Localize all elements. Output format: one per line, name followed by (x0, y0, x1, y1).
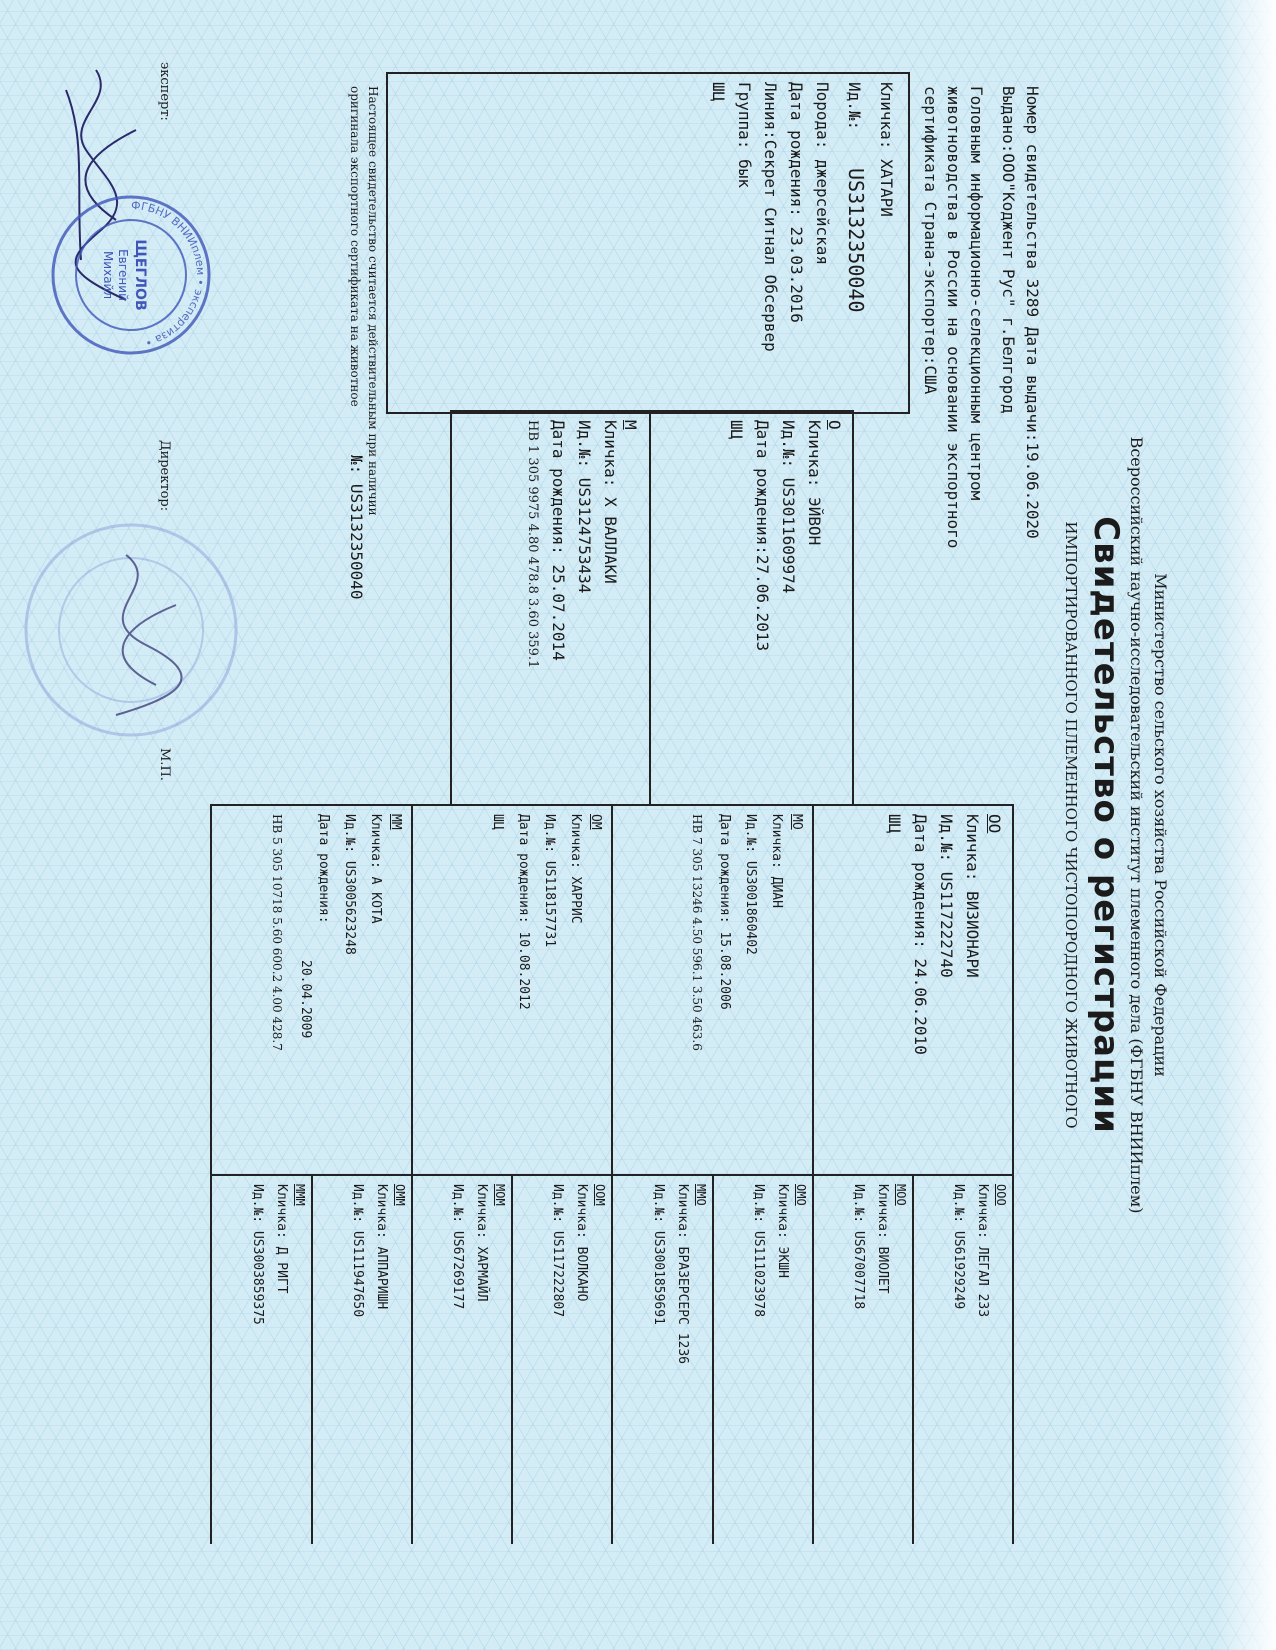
stamp-place-label: М.П. (157, 748, 172, 781)
mm-birth-label: Дата рождения: (316, 814, 331, 924)
parents-bottom-line (450, 410, 452, 804)
gp-left-line (212, 804, 1014, 806)
ggp-id: Ид.№: US67007718 (851, 1184, 866, 1310)
ggp-left-line (212, 1174, 1014, 1176)
stamp-first-name: Евгений (116, 249, 130, 301)
father-id: Ид.№: US3011609974 (779, 420, 798, 594)
ggp-name: Кличка: Д РИГТ (274, 1184, 289, 1294)
animal-breed: Порода: джерсейская (813, 82, 832, 266)
ggp-name: Кличка: БРАЗЕРСЕРС 1236 (675, 1184, 690, 1365)
ggp-id: Ид.№: US3001859691 (651, 1184, 666, 1325)
ggp-bottom-line (210, 1174, 212, 1544)
om-id: Ид.№: US118157731 (542, 814, 557, 948)
mm-name: Кличка: А КОТА (368, 814, 383, 924)
animal-line: Линия:Секрет Ситнал Обсервер (761, 82, 780, 352)
gp-line-3 (411, 804, 413, 1174)
oo-id: Ид.№: US117222740 (937, 814, 956, 978)
ggp-id: Ид.№: US117222807 (550, 1184, 565, 1318)
father-shts: ШЦ (727, 420, 746, 440)
oo-name: Кличка: ВИЗИОНАРИ (963, 814, 982, 978)
animal-shts: ШЦ (709, 82, 728, 102)
ministry-line: Министерство сельского хозяйства Российской Федерации (1151, 573, 1170, 1077)
animal-name: Кличка: ХАТАРИ (877, 82, 896, 217)
mo-code: МО (789, 814, 804, 830)
ggp-name: Кличка: АППАРИШН (374, 1184, 389, 1310)
ggp-name: Кличка: ВИОЛЕТ (875, 1184, 890, 1294)
ggp-name: Кличка: ЭКШН (775, 1184, 790, 1278)
ggp-line-7 (311, 1174, 313, 1544)
stamp-middle-name: Михайл (101, 250, 115, 300)
ggp-id: Ид.№: US3003859375 (250, 1184, 265, 1325)
mo-birth-date: Дата рождения: 15.08.2006 (717, 814, 732, 1010)
animal-birth-date: Дата рождения: 23.03.2016 (787, 82, 806, 323)
mother-name: Кличка: Х ВАЛЛАКИ (601, 420, 620, 584)
mother-hv: HB 1 305 9975 4.80 478.8 3.60 359.1 (525, 420, 540, 669)
om-name: Кличка: ХАРРИС (568, 814, 583, 924)
mo-id: Ид.№: US3001860402 (743, 814, 758, 955)
gp-top-line (1012, 804, 1014, 1174)
oo-shts: ШЦ (885, 814, 904, 834)
ggp-code: МОО (894, 1184, 908, 1206)
om-code: ОМ (588, 814, 603, 830)
ggp-line-2 (812, 1174, 814, 1544)
oo-code: ОО (985, 814, 1004, 834)
issued-line: Выдано:ООО"Коджент Рус" г.Белгород (999, 86, 1018, 414)
ggp-id: Ид.№: US67269177 (450, 1184, 465, 1310)
validity-line-2: оригинала экспортного сертификата на животное (348, 86, 362, 407)
oo-birth-date: Дата рождения: 24.06.2010 (911, 814, 930, 1055)
ggp-line-3 (712, 1174, 714, 1544)
father-birth-date: Дата рождения:27.06.2013 (753, 420, 772, 652)
ggp-code: ОММ (393, 1184, 407, 1206)
expert-stamp (46, 190, 216, 360)
parents-top-line (852, 410, 854, 804)
gp-line-2 (611, 804, 613, 1174)
ggp-code: ОМО (794, 1184, 808, 1206)
ggp-line-6 (411, 1174, 413, 1544)
mother-birth-date: Дата рождения: 25.07.2014 (549, 420, 568, 661)
document-subtitle: ИМПОРТИРОВАННОГО ПЛЕМЕННОГО ЧИСТОПОРОДНОГО ЖИВОТНОГО (1062, 521, 1080, 1129)
father-name: Кличка: ЭЙВОН (805, 420, 824, 546)
director-label: Директор: (157, 440, 172, 512)
om-shts: ШЦ (490, 814, 505, 830)
center-line-3: сертификата Страна-экспортер:США (921, 86, 940, 395)
ggp-line-4 (611, 1174, 613, 1544)
document-title: Свидетельство о регистрации (1086, 516, 1126, 1134)
stamp-surname: ЩЕГЛОВ (132, 239, 148, 311)
parents-left-line (452, 410, 854, 412)
mm-hv: HB 5 305 10718 5.60 600.2 4.00 428.7 (270, 814, 284, 1051)
validity-number: №: US3132350040 (347, 455, 366, 600)
ggp-code: ООМ (593, 1184, 607, 1206)
official-seal (16, 495, 246, 765)
expert-label: эксперт: (157, 62, 172, 121)
ggp-id: Ид.№: US61929249 (951, 1184, 966, 1310)
mother-id: Ид.№: US3124753434 (575, 420, 594, 594)
validity-line-1: Настоящее свидетельство считается действительным при наличии (366, 86, 380, 516)
gp-line-1 (812, 804, 814, 1174)
om-birth-date: Дата рождения: 10.08.2012 (516, 814, 531, 1010)
father-code: О (825, 420, 844, 430)
ggp-line-1 (912, 1174, 914, 1544)
animal-group: Группа: бык (735, 82, 754, 188)
center-line-1: Головным информационно-селекционным центром (967, 86, 986, 501)
ggp-id: Ид.№: US111947650 (350, 1184, 365, 1318)
ggp-code: ООО (994, 1184, 1008, 1206)
ggp-name: Кличка: ХАРМАЙЛ (474, 1184, 489, 1302)
ggp-name: Кличка: ВОЛКАНО (574, 1184, 589, 1302)
ggp-top-line (1012, 1174, 1014, 1544)
institute-line: Всероссийский научно-исследовательский институт племенного дела (ФГБНУ ВНИИплем) (1127, 436, 1146, 1214)
mo-hv: HB 7 305 13246 4.50 596.1 3.50 463.6 (690, 814, 704, 1051)
mm-birth-value: 20.04.2009 (298, 960, 313, 1039)
ggp-id: Ид.№: US111023978 (751, 1184, 766, 1318)
ggp-code: ММО (694, 1184, 708, 1206)
ggp-name: Кличка: ЛЕГАЛ 233 (975, 1184, 990, 1318)
gp-bottom-line (210, 804, 212, 1174)
stamp-ring-text: ФГБНУ ВНИИплем • экспертиза • (130, 198, 208, 350)
ggp-code: МММ (293, 1184, 307, 1206)
certificate-number-line: Номер свидетельства 3289 Дата выдачи:19.06.2020 (1023, 86, 1042, 539)
animal-id-label: Ид.№: (845, 82, 864, 131)
parents-mid-line (649, 410, 651, 804)
ggp-line-5 (511, 1174, 513, 1544)
animal-id-value: US3132350040 (844, 168, 868, 313)
center-line-2: животноводства в России на основании экспортного (944, 86, 963, 549)
mm-code: ММ (388, 814, 403, 830)
ggp-code: МОМ (493, 1184, 507, 1206)
mm-id: Ид.№: US3005623248 (342, 814, 357, 955)
mother-code: М (621, 420, 640, 430)
mo-name: Кличка: ДИАН (769, 814, 784, 908)
